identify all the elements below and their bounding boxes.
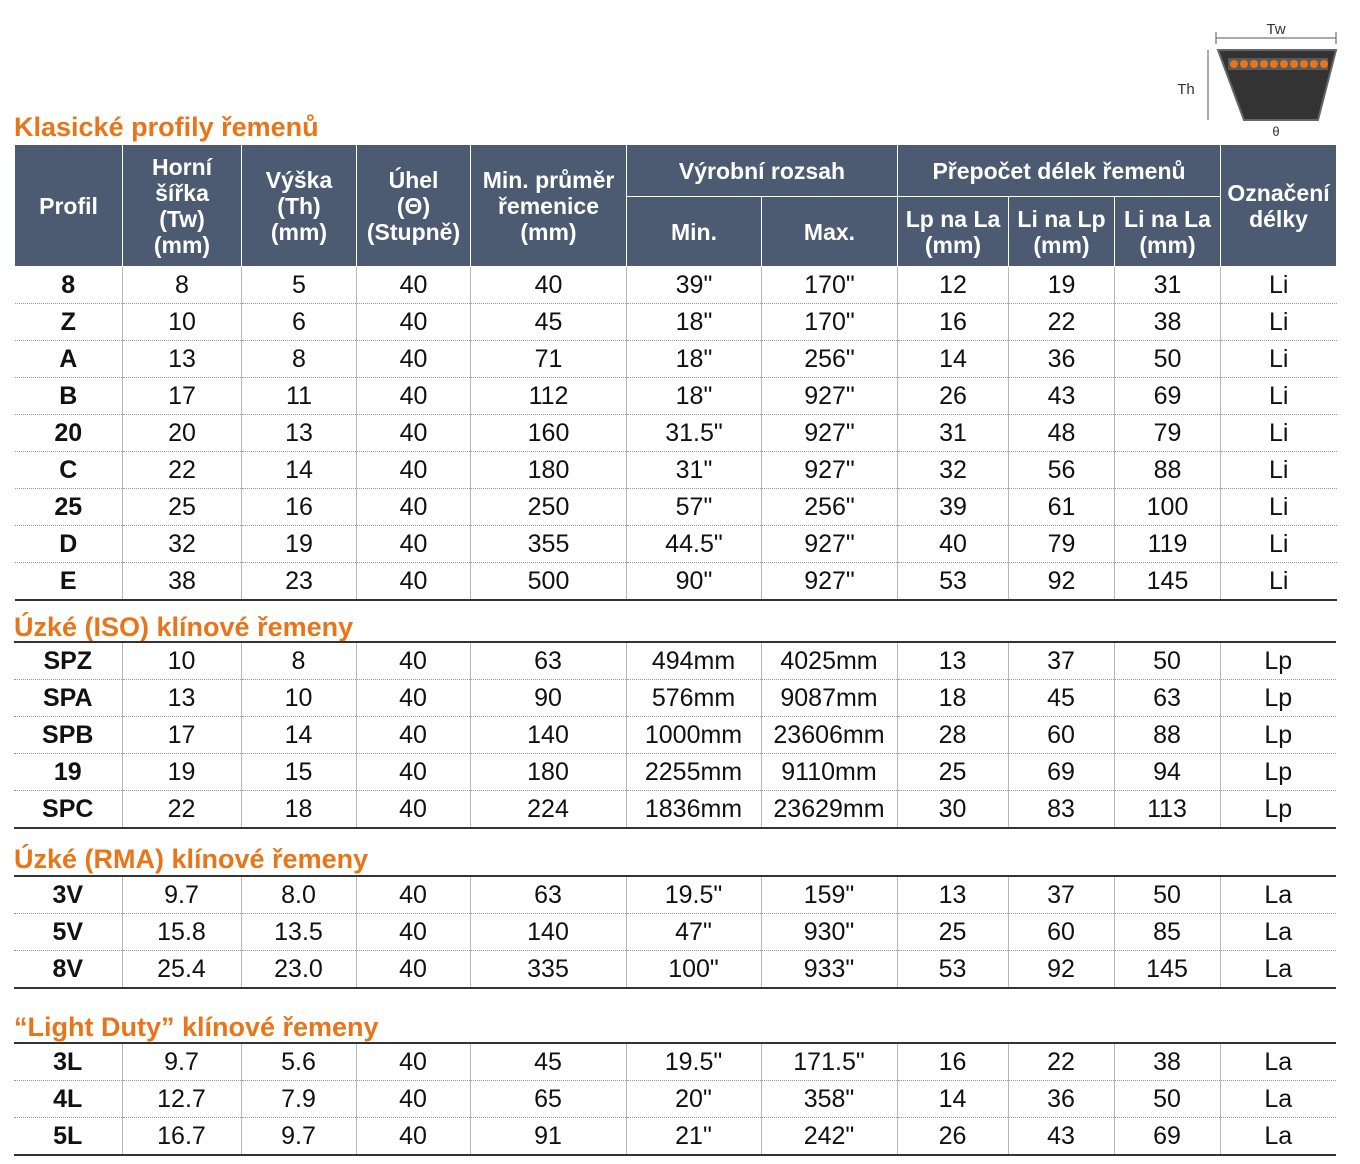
- cell-profil: C: [15, 452, 123, 489]
- cell-min-prumer: 224: [470, 791, 626, 829]
- cell-profil: 3L: [14, 1043, 122, 1081]
- header-li-na-lp: Li na Lp (mm): [1009, 197, 1115, 267]
- cell-rozsah-max: 927": [762, 378, 898, 415]
- cell-li-na-lp: 37: [1008, 876, 1114, 914]
- cell-rozsah-min: 19.5": [626, 876, 761, 914]
- cell-vyska: 19: [242, 526, 357, 563]
- cell-rozsah-max: 256": [762, 489, 898, 526]
- cell-li-na-la: 38: [1115, 304, 1221, 341]
- cell-vyska: 11: [242, 378, 357, 415]
- cell-li-na-lp: 22: [1009, 304, 1115, 341]
- cell-horni-sirka: 25: [123, 489, 242, 526]
- cell-rozsah-min: 18": [627, 378, 762, 415]
- cell-min-prumer: 140: [470, 717, 626, 754]
- cell-rozsah-max: 170": [762, 267, 898, 304]
- cell-rozsah-max: 9110mm: [761, 754, 897, 791]
- table-row: [15, 378, 1337, 415]
- cell-oznaceni-delky: Li: [1221, 267, 1337, 304]
- cell-li-na-la: 31: [1115, 267, 1221, 304]
- cell-profil: B: [15, 378, 123, 415]
- cell-horni-sirka: 12.7: [122, 1081, 241, 1118]
- cell-vyska: 5: [242, 267, 357, 304]
- cell-li-na-lp: 36: [1008, 1081, 1114, 1118]
- table-row: [14, 1118, 1336, 1156]
- cell-vyska: 18: [241, 791, 356, 829]
- cell-profil: 5V: [14, 914, 122, 951]
- cell-rozsah-min: 44.5": [627, 526, 762, 563]
- cell-li-na-lp: 37: [1008, 642, 1114, 680]
- cell-min-prumer: 90: [470, 680, 626, 717]
- cell-lp-na-la: 13: [897, 642, 1008, 680]
- header-min: Min.: [627, 197, 762, 267]
- header-vyska: Výška (Th) (mm): [242, 145, 357, 267]
- cell-li-na-lp: 43: [1008, 1118, 1114, 1156]
- cell-min-prumer: 45: [471, 304, 627, 341]
- cell-lp-na-la: 26: [897, 1118, 1008, 1156]
- cell-rozsah-min: 576mm: [626, 680, 761, 717]
- cell-oznaceni-delky: Li: [1221, 304, 1337, 341]
- cell-profil: 25: [15, 489, 123, 526]
- cell-vyska: 14: [242, 452, 357, 489]
- cell-li-na-la: 88: [1115, 452, 1221, 489]
- cell-lp-na-la: 18: [897, 680, 1008, 717]
- cell-horni-sirka: 10: [123, 304, 242, 341]
- cell-horni-sirka: 8: [123, 267, 242, 304]
- cell-rozsah-max: 159": [761, 876, 897, 914]
- table-row: [14, 642, 1336, 680]
- cell-li-na-lp: 60: [1008, 717, 1114, 754]
- cell-oznaceni-delky: Li: [1221, 563, 1337, 601]
- table-row: [14, 914, 1336, 951]
- cell-min-prumer: 180: [470, 754, 626, 791]
- cell-rozsah-max: 170": [762, 304, 898, 341]
- cell-min-prumer: 91: [470, 1118, 626, 1156]
- cell-min-prumer: 335: [470, 951, 626, 989]
- table-row: [15, 341, 1337, 378]
- section-title-iso: Úzké (ISO) klínové řemeny: [14, 612, 354, 642]
- cell-vyska: 5.6: [241, 1043, 356, 1081]
- cell-lp-na-la: 26: [898, 378, 1009, 415]
- cell-li-na-la: 145: [1114, 951, 1220, 989]
- cell-li-na-lp: 36: [1009, 341, 1115, 378]
- cell-rozsah-max: 256": [762, 341, 898, 378]
- cell-lp-na-la: 13: [897, 876, 1008, 914]
- table-row: [14, 1081, 1336, 1118]
- table-row: [14, 680, 1336, 717]
- cell-rozsah-max: 171.5": [761, 1043, 897, 1081]
- cell-li-na-la: 38: [1114, 1043, 1220, 1081]
- cell-profil: D: [15, 526, 123, 563]
- cell-oznaceni-delky: Lp: [1220, 754, 1336, 791]
- cell-li-na-la: 69: [1115, 378, 1221, 415]
- cell-min-prumer: 355: [471, 526, 627, 563]
- header-horni-sirka: Horní šířka (Tw) (mm): [123, 145, 242, 267]
- cell-profil: 3V: [14, 876, 122, 914]
- cell-rozsah-max: 930": [761, 914, 897, 951]
- cell-li-na-la: 85: [1114, 914, 1220, 951]
- cell-horni-sirka: 15.8: [122, 914, 241, 951]
- cell-min-prumer: 40: [471, 267, 627, 304]
- theta-label: θ: [1272, 124, 1280, 139]
- cell-lp-na-la: 25: [897, 754, 1008, 791]
- cell-lp-na-la: 16: [897, 1043, 1008, 1081]
- cell-lp-na-la: 30: [897, 791, 1008, 829]
- cell-vyska: 23: [242, 563, 357, 601]
- cell-li-na-la: 50: [1115, 341, 1221, 378]
- table-row: [14, 876, 1336, 914]
- cell-rozsah-max: 4025mm: [761, 642, 897, 680]
- cell-rozsah-min: 100": [626, 951, 761, 989]
- cell-rozsah-min: 18": [627, 341, 762, 378]
- cell-profil: A: [15, 341, 123, 378]
- cell-oznaceni-delky: Li: [1221, 415, 1337, 452]
- cell-li-na-la: 88: [1114, 717, 1220, 754]
- cell-min-prumer: 160: [471, 415, 627, 452]
- table-light-duty: [14, 1042, 1336, 1156]
- cell-min-prumer: 180: [471, 452, 627, 489]
- cell-horni-sirka: 9.7: [122, 1043, 241, 1081]
- cell-rozsah-max: 9087mm: [761, 680, 897, 717]
- cell-uhel: 40: [356, 914, 470, 951]
- cell-oznaceni-delky: Li: [1221, 378, 1337, 415]
- header-lp-na-la: Lp na La (mm): [898, 197, 1009, 267]
- cell-lp-na-la: 31: [898, 415, 1009, 452]
- cell-uhel: 40: [357, 304, 471, 341]
- table-row: [15, 452, 1337, 489]
- cell-min-prumer: 71: [471, 341, 627, 378]
- cell-rozsah-min: 1000mm: [626, 717, 761, 754]
- cell-oznaceni-delky: Lp: [1220, 680, 1336, 717]
- cell-uhel: 40: [356, 791, 470, 829]
- header-uhel: Úhel (Θ) (Stupně): [357, 145, 471, 267]
- cell-oznaceni-delky: Li: [1221, 341, 1337, 378]
- cell-rozsah-min: 31.5": [627, 415, 762, 452]
- table-uzke-iso: [14, 641, 1336, 829]
- table-row: [14, 791, 1336, 829]
- cell-uhel: 40: [357, 415, 471, 452]
- cell-rozsah-min: 2255mm: [626, 754, 761, 791]
- cell-vyska: 8.0: [241, 876, 356, 914]
- cell-profil: E: [15, 563, 123, 601]
- cell-oznaceni-delky: Li: [1221, 452, 1337, 489]
- cell-profil: 20: [15, 415, 123, 452]
- cell-li-na-la: 100: [1115, 489, 1221, 526]
- cell-horni-sirka: 13: [123, 341, 242, 378]
- cell-profil: 19: [14, 754, 122, 791]
- cell-rozsah-min: 47": [626, 914, 761, 951]
- cell-uhel: 40: [356, 642, 470, 680]
- cell-rozsah-max: 927": [762, 415, 898, 452]
- cell-uhel: 40: [356, 1081, 470, 1118]
- cell-uhel: 40: [357, 267, 471, 304]
- cell-rozsah-min: 57": [627, 489, 762, 526]
- table-row: [14, 717, 1336, 754]
- cell-li-na-lp: 92: [1009, 563, 1115, 601]
- cell-profil: SPA: [14, 680, 122, 717]
- cell-rozsah-max: 358": [761, 1081, 897, 1118]
- cell-uhel: 40: [356, 754, 470, 791]
- cell-li-na-lp: 22: [1008, 1043, 1114, 1081]
- cell-rozsah-min: 20": [626, 1081, 761, 1118]
- cell-min-prumer: 65: [470, 1081, 626, 1118]
- cell-li-na-la: 79: [1115, 415, 1221, 452]
- cell-horni-sirka: 22: [123, 452, 242, 489]
- cell-uhel: 40: [356, 1118, 470, 1156]
- cell-vyska: 8: [241, 642, 356, 680]
- cell-min-prumer: 63: [470, 642, 626, 680]
- cell-li-na-la: 50: [1114, 1081, 1220, 1118]
- cell-oznaceni-delky: La: [1220, 876, 1336, 914]
- cell-vyska: 16: [242, 489, 357, 526]
- header-li-na-la: Li na La (mm): [1115, 197, 1221, 267]
- cell-profil: SPC: [14, 791, 122, 829]
- cell-horni-sirka: 17: [122, 717, 241, 754]
- cell-li-na-lp: 19: [1009, 267, 1115, 304]
- cell-li-na-lp: 79: [1009, 526, 1115, 563]
- cell-horni-sirka: 32: [123, 526, 242, 563]
- cell-rozsah-max: 933": [761, 951, 897, 989]
- table-row: [15, 563, 1337, 601]
- table-row: [14, 754, 1336, 791]
- cell-profil: 8: [15, 267, 123, 304]
- cell-min-prumer: 140: [470, 914, 626, 951]
- table-row: [15, 304, 1337, 341]
- cell-oznaceni-delky: Li: [1221, 526, 1337, 563]
- cell-uhel: 40: [356, 1043, 470, 1081]
- cell-oznaceni-delky: La: [1220, 951, 1336, 989]
- cell-uhel: 40: [356, 717, 470, 754]
- cell-li-na-lp: 43: [1009, 378, 1115, 415]
- cell-oznaceni-delky: La: [1220, 1118, 1336, 1156]
- cell-uhel: 40: [356, 680, 470, 717]
- cell-oznaceni-delky: Lp: [1220, 791, 1336, 829]
- cell-rozsah-min: 494mm: [626, 642, 761, 680]
- cell-horni-sirka: 38: [123, 563, 242, 601]
- cell-uhel: 40: [357, 526, 471, 563]
- cell-rozsah-max: 927": [762, 526, 898, 563]
- cell-vyska: 15: [241, 754, 356, 791]
- cell-li-na-lp: 83: [1008, 791, 1114, 829]
- header-oznaceni: Označení délky: [1221, 145, 1337, 267]
- header-profil: Profil: [15, 145, 123, 267]
- table-row: [14, 951, 1336, 989]
- cell-horni-sirka: 22: [122, 791, 241, 829]
- cell-oznaceni-delky: La: [1220, 914, 1336, 951]
- table-row: [15, 415, 1337, 452]
- cell-lp-na-la: 14: [898, 341, 1009, 378]
- cell-vyska: 10: [241, 680, 356, 717]
- cell-li-na-lp: 56: [1009, 452, 1115, 489]
- cell-horni-sirka: 20: [123, 415, 242, 452]
- cell-uhel: 40: [356, 876, 470, 914]
- cell-horni-sirka: 9.7: [122, 876, 241, 914]
- cell-li-na-lp: 45: [1008, 680, 1114, 717]
- section-title-rma: Úzké (RMA) klínové řemeny: [14, 844, 369, 874]
- cell-li-na-lp: 69: [1008, 754, 1114, 791]
- cell-rozsah-min: 18": [627, 304, 762, 341]
- cell-lp-na-la: 40: [898, 526, 1009, 563]
- cell-vyska: 13: [242, 415, 357, 452]
- cell-horni-sirka: 10: [122, 642, 241, 680]
- cell-uhel: 40: [357, 563, 471, 601]
- cell-min-prumer: 250: [471, 489, 627, 526]
- tw-label: Tw: [1266, 21, 1286, 38]
- cell-lp-na-la: 28: [897, 717, 1008, 754]
- cell-li-na-la: 50: [1114, 876, 1220, 914]
- cell-vyska: 14: [241, 717, 356, 754]
- cell-rozsah-max: 242": [761, 1118, 897, 1156]
- cell-vyska: 7.9: [241, 1081, 356, 1118]
- cell-horni-sirka: 25.4: [122, 951, 241, 989]
- cell-rozsah-min: 31": [627, 452, 762, 489]
- cell-lp-na-la: 32: [898, 452, 1009, 489]
- cell-lp-na-la: 25: [897, 914, 1008, 951]
- table-row: [15, 489, 1337, 526]
- section-title-klasicke: Klasické profily řemenů: [14, 112, 319, 142]
- cell-rozsah-min: 39": [627, 267, 762, 304]
- cell-horni-sirka: 16.7: [122, 1118, 241, 1156]
- cell-li-na-lp: 92: [1008, 951, 1114, 989]
- cell-horni-sirka: 17: [123, 378, 242, 415]
- cell-uhel: 40: [357, 452, 471, 489]
- section-title-light-duty: “Light Duty” klínové řemeny: [14, 1012, 379, 1042]
- table-row: [15, 267, 1337, 304]
- belt-cross-section-diagram: [1160, 18, 1350, 143]
- cell-uhel: 40: [356, 951, 470, 989]
- cell-profil: Z: [15, 304, 123, 341]
- cell-oznaceni-delky: Lp: [1220, 717, 1336, 754]
- cell-uhel: 40: [357, 341, 471, 378]
- table-row: [14, 1043, 1336, 1081]
- cell-vyska: 8: [242, 341, 357, 378]
- header-vyrobni-rozsah: Výrobní rozsah: [627, 145, 898, 197]
- cell-rozsah-min: 90": [627, 563, 762, 601]
- cell-vyska: 9.7: [241, 1118, 356, 1156]
- th-label: Th: [1177, 81, 1195, 98]
- cell-vyska: 6: [242, 304, 357, 341]
- cell-lp-na-la: 53: [898, 563, 1009, 601]
- cell-min-prumer: 112: [471, 378, 627, 415]
- cell-li-na-la: 119: [1115, 526, 1221, 563]
- cell-vyska: 23.0: [241, 951, 356, 989]
- cell-lp-na-la: 53: [897, 951, 1008, 989]
- cell-profil: 4L: [14, 1081, 122, 1118]
- cell-li-na-lp: 48: [1009, 415, 1115, 452]
- cell-oznaceni-delky: La: [1220, 1081, 1336, 1118]
- cell-profil: SPB: [14, 717, 122, 754]
- table-klasicke-profily: [14, 144, 1337, 601]
- cell-li-na-lp: 60: [1008, 914, 1114, 951]
- cell-min-prumer: 500: [471, 563, 627, 601]
- cell-rozsah-max: 927": [762, 563, 898, 601]
- cell-lp-na-la: 12: [898, 267, 1009, 304]
- cell-profil: 8V: [14, 951, 122, 989]
- cell-li-na-la: 113: [1114, 791, 1220, 829]
- cell-uhel: 40: [357, 489, 471, 526]
- cell-rozsah-min: 19.5": [626, 1043, 761, 1081]
- cell-profil: 5L: [14, 1118, 122, 1156]
- cell-li-na-la: 69: [1114, 1118, 1220, 1156]
- cell-oznaceni-delky: La: [1220, 1043, 1336, 1081]
- cell-li-na-la: 50: [1114, 642, 1220, 680]
- cell-li-na-la: 145: [1115, 563, 1221, 601]
- table-uzke-rma: [14, 875, 1336, 989]
- cell-profil: SPZ: [14, 642, 122, 680]
- header-prepocet: Přepočet délek řemenů: [898, 145, 1221, 197]
- header-min-prumer: Min. průměr řemenice (mm): [471, 145, 627, 267]
- cell-rozsah-min: 1836mm: [626, 791, 761, 829]
- header-max: Max.: [762, 197, 898, 267]
- cell-min-prumer: 63: [470, 876, 626, 914]
- cell-lp-na-la: 39: [898, 489, 1009, 526]
- cell-horni-sirka: 19: [122, 754, 241, 791]
- cell-oznaceni-delky: Li: [1221, 489, 1337, 526]
- cell-min-prumer: 45: [470, 1043, 626, 1081]
- table-row: [15, 526, 1337, 563]
- cell-li-na-la: 63: [1114, 680, 1220, 717]
- cell-uhel: 40: [357, 378, 471, 415]
- cell-vyska: 13.5: [241, 914, 356, 951]
- cell-lp-na-la: 16: [898, 304, 1009, 341]
- cell-li-na-lp: 61: [1009, 489, 1115, 526]
- cell-horni-sirka: 13: [122, 680, 241, 717]
- cell-oznaceni-delky: Lp: [1220, 642, 1336, 680]
- cell-rozsah-min: 21": [626, 1118, 761, 1156]
- cell-rozsah-max: 23629mm: [761, 791, 897, 829]
- cell-rozsah-max: 23606mm: [761, 717, 897, 754]
- cell-rozsah-max: 927": [762, 452, 898, 489]
- cell-li-na-la: 94: [1114, 754, 1220, 791]
- cell-lp-na-la: 14: [897, 1081, 1008, 1118]
